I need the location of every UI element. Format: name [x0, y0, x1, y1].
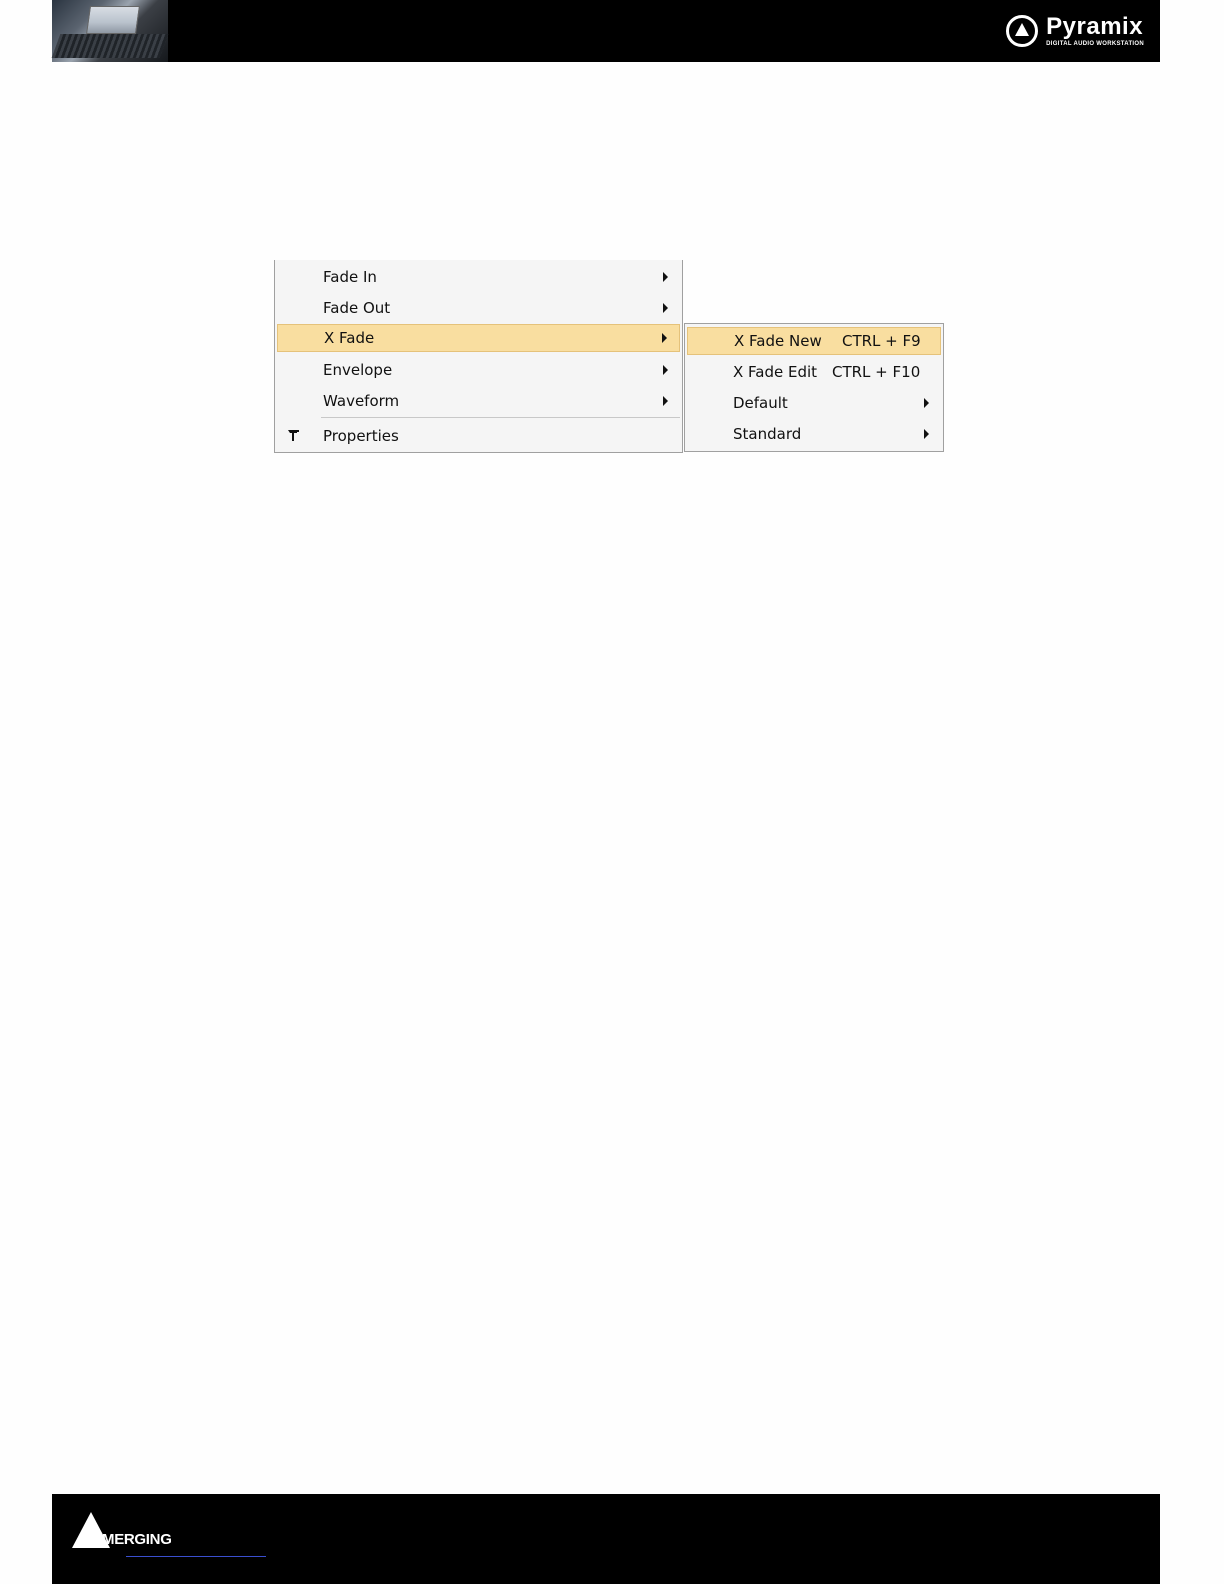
brand-name: Pyramix: [1046, 13, 1144, 40]
footer-brand-name: MERGING: [102, 1531, 172, 1548]
submenu-arrow-icon: [663, 365, 668, 375]
header-photo-console: [52, 34, 169, 58]
shortcut-label: CTRL + F9: [842, 332, 921, 350]
context-menu: [274, 260, 683, 453]
submenu-arrow-icon: [663, 396, 668, 406]
header-photo-screen: [86, 6, 140, 34]
merging-logo: [72, 1512, 172, 1548]
submenu-arrow-icon: [663, 272, 668, 282]
x-fade-submenu: [684, 323, 944, 452]
submenu-item-standard[interactable]: [687, 420, 941, 448]
menu-separator: [321, 417, 680, 418]
submenu-item-x-fade-edit[interactable]: [687, 358, 941, 386]
menu-item-label: Fade In: [323, 268, 377, 286]
page-header: [52, 0, 1160, 62]
submenu-arrow-icon: [924, 429, 929, 439]
menu-item-label: Envelope: [323, 361, 393, 379]
menu-item-waveform[interactable]: [277, 387, 680, 415]
submenu-arrow-icon: [924, 398, 929, 408]
submenu-item-x-fade-new[interactable]: [687, 327, 941, 355]
pyramix-logo-icon: [1006, 15, 1038, 47]
menu-item-label: Properties: [323, 427, 399, 445]
menu-item-label: Waveform: [323, 392, 400, 410]
submenu-item-default[interactable]: [687, 389, 941, 417]
pyramix-logo: [1006, 12, 1144, 50]
page-footer: [52, 1494, 1160, 1584]
brand-tagline: DIGITAL AUDIO WORKSTATION: [1046, 41, 1144, 47]
submenu-item-label: X Fade New: [734, 332, 822, 350]
menu-item-properties[interactable]: [277, 422, 680, 450]
shortcut-label: CTRL + F10: [832, 363, 921, 381]
submenu-item-label: X Fade Edit: [733, 363, 818, 381]
menu-item-label: Fade Out: [323, 299, 391, 317]
pyramix-logo-text: [1046, 15, 1144, 47]
menu-item-x-fade[interactable]: [277, 324, 680, 352]
header-photo: [52, 0, 168, 62]
menu-item-fade-out[interactable]: [277, 294, 680, 322]
submenu-arrow-icon: [663, 303, 668, 313]
submenu-arrow-icon: [662, 333, 667, 343]
submenu-item-label: Default: [733, 394, 788, 412]
menu-item-fade-in[interactable]: [277, 263, 680, 291]
hammer-icon: [287, 428, 301, 446]
menu-item-label: X Fade: [324, 329, 375, 347]
footer-link-underline[interactable]: [126, 1556, 266, 1557]
submenu-item-label: Standard: [733, 425, 802, 443]
menu-item-envelope[interactable]: [277, 356, 680, 384]
